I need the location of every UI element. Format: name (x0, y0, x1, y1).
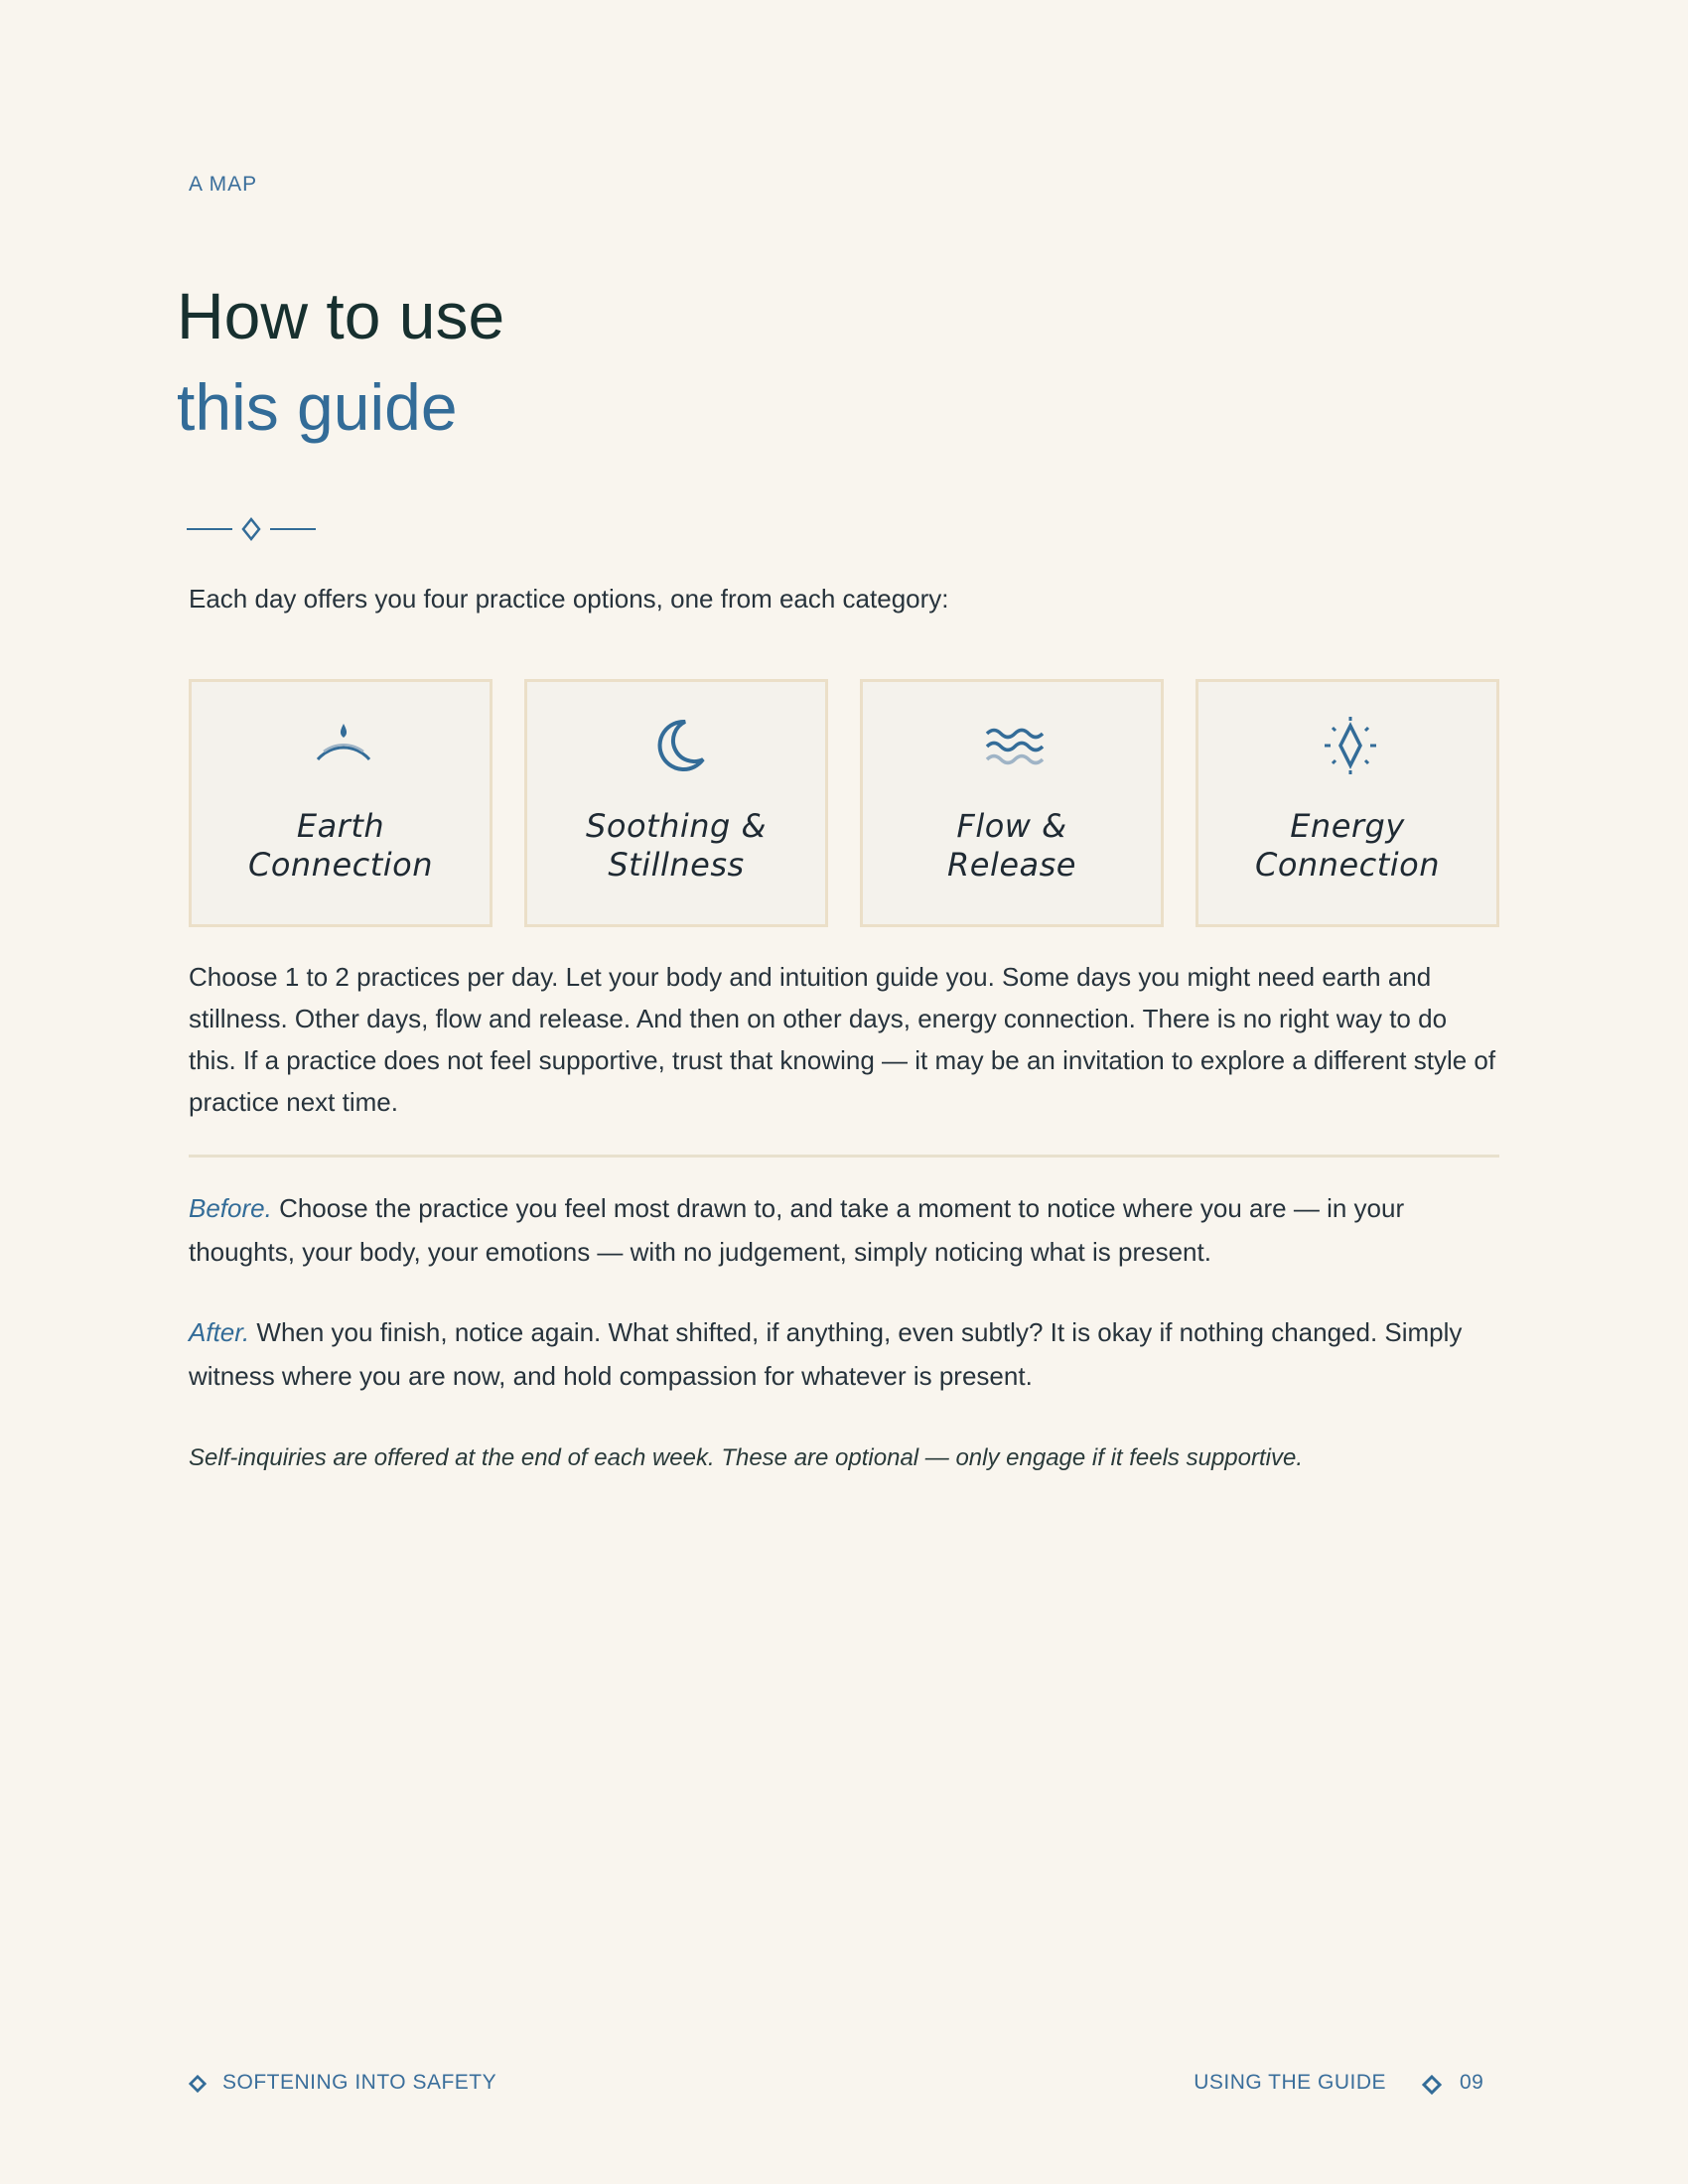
guidance-paragraph: Choose 1 to 2 practices per day. Let your body and intuition guide you. Some days you might need earth and stillness. Other days, flow and release. And then on other days, energy connection. There is no right way to do this. If a practice does not feel supportive, trust that knowing — it may be an invitation to explore a different style of practice next time. (189, 962, 1496, 1117)
category-label (527, 807, 825, 885)
diamond-bullet-icon (189, 2075, 207, 2093)
category-label (1198, 807, 1496, 885)
page-number: 09 (1460, 2071, 1484, 2094)
section-divider (189, 1155, 1499, 1158)
waves-icon (985, 716, 1045, 775)
category-card-energy-connection (1196, 679, 1499, 927)
before-paragraph (189, 1186, 1499, 1274)
category-label-line-1: Soothing & (586, 807, 767, 845)
category-card-earth-connection (189, 679, 492, 927)
after-paragraph (189, 1310, 1499, 1398)
before-lead: Before. (189, 1193, 272, 1223)
section-eyebrow: A MAP (189, 173, 258, 196)
after-lead: After. (189, 1317, 250, 1347)
category-label-line-1: Flow & (956, 807, 1067, 845)
crescent-moon-icon (649, 716, 709, 775)
category-label-line-1: Energy (1290, 807, 1405, 845)
title-line-2: this guide (177, 370, 458, 444)
category-label-line-2: Connection (1254, 846, 1441, 884)
category-label (863, 807, 1161, 885)
page-title (177, 270, 504, 453)
category-label-line-2: Connection (247, 846, 434, 884)
footer-book-title: SOFTENING INTO SAFETY (222, 2071, 497, 2094)
footer-section-title: USING THE GUIDE (1194, 2071, 1386, 2094)
category-label-line-1: Earth (296, 807, 385, 845)
category-label-line-2: Stillness (608, 846, 745, 884)
after-text: When you finish, notice again. What shifted, if anything, even subtly? It is okay if nothing changed. Simply witness where you are now, and hold compassion for whatever is present. (189, 1317, 1463, 1391)
before-text: Choose the practice you feel most drawn to, and take a moment to notice where you are — in your thoughts, your body, your emotions — with no judgement, simply noticing what is present. (189, 1193, 1405, 1267)
category-card-flow-release (860, 679, 1164, 927)
category-card-soothing-stillness (524, 679, 828, 927)
title-line-1: How to use (177, 279, 505, 352)
category-label-line-2: Release (947, 846, 1076, 884)
footer-left (189, 2071, 496, 2095)
self-inquiry-note: Self-inquiries are offered at the end of each week. These are optional — only engage if it feels supportive. (189, 1444, 1303, 1471)
radiant-diamond-icon (1321, 716, 1380, 775)
intro-text: Each day offers you four practice options, one from each category: (189, 584, 949, 614)
category-cards (189, 679, 1499, 931)
diamond-bullet-icon (1422, 2075, 1442, 2095)
earth-horizon-icon (314, 716, 373, 775)
category-label (192, 807, 490, 885)
diamond-divider-icon (187, 514, 316, 544)
